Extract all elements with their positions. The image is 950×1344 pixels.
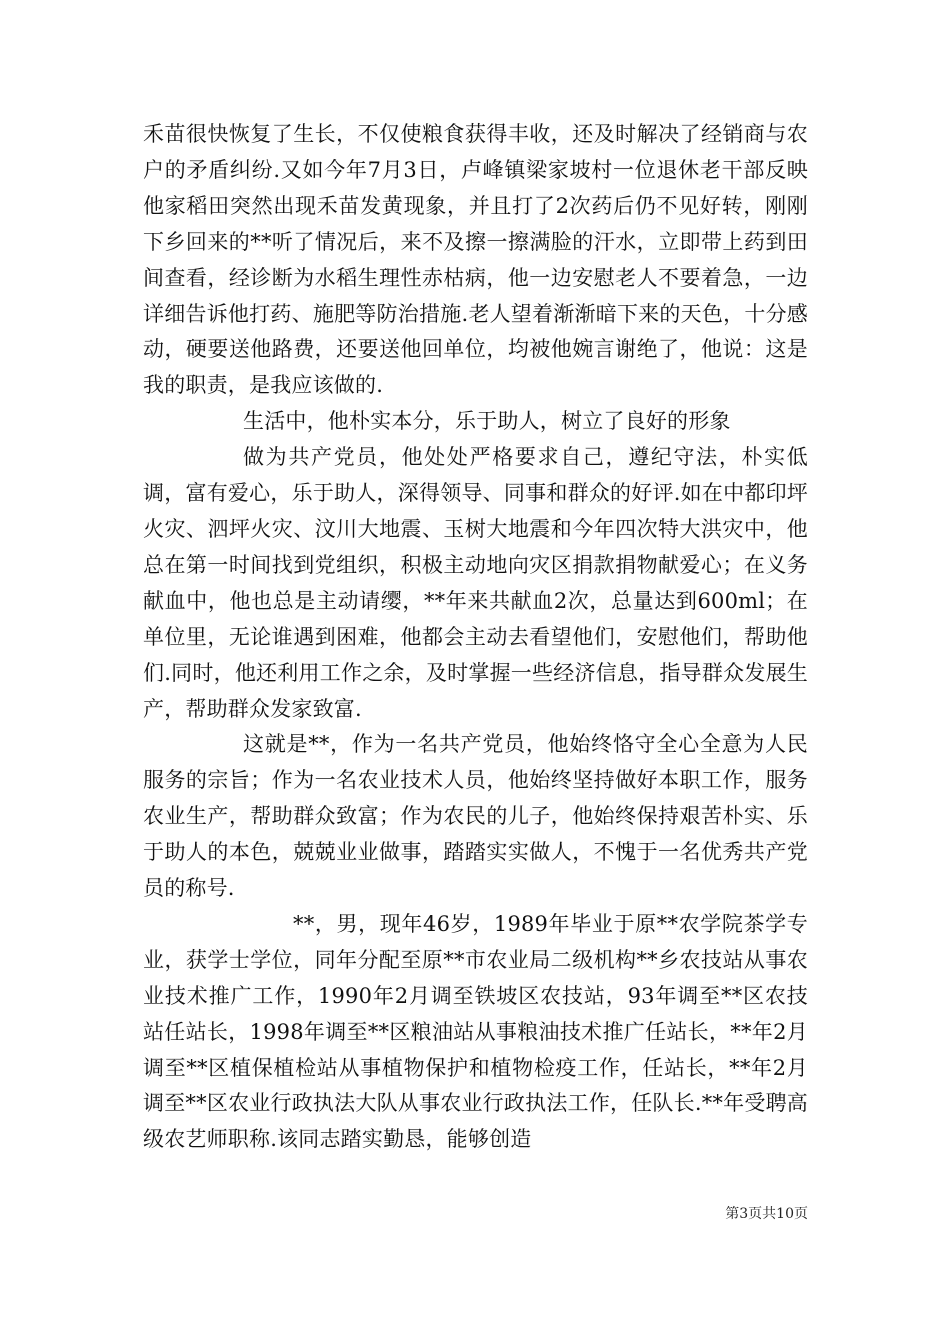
page-number-footer: 第3页共10页 xyxy=(725,1206,808,1222)
section-heading: 生活中，他朴实本分，乐于助人，树立了良好的形象 xyxy=(243,409,731,434)
paragraph-4: **，男，现年46岁，1989年毕业于原**农学院茶学专业，获学士学位，同年分配至原**市农业局二级机构**乡农技站从事农业技术推广工作，1990年2月调至铁坡区农技站，93年调至**区农技站任站长，1998年调至**区粮油站从事粮油技术推广任站长，**年2月调至**区植保植检站从事植物保护和植物检疫工作，任站长，**年2月调至**区农业行政执法大队从事农业行政执法工作，任队长.**年受聘高级农艺师职称.该同志踏实勤恳，能够创造 xyxy=(143,911,808,1152)
paragraph-3: 这就是**，作为一名共产党员，他始终恪守全心全意为人民服务的宗旨；作为一名农业技术人员，他始终坚持做好本职工作，服务农业生产，帮助群众致富；作为农民的儿子，他始终保持艰苦朴实、乐于助人的本色，兢兢业业做事，踏踏实实做人，不愧于一名优秀共产党员的称号. xyxy=(143,732,808,901)
document-body xyxy=(143,117,808,1158)
paragraph-1: 禾苗很快恢复了生长，不仅使粮食获得丰收，还及时解决了经销商与农户的矛盾纠纷.又如今年7月3日，卢峰镇梁家坡村一位退休老干部反映他家稻田突然出现禾苗发黄现象，并且打了2次药后仍不见好转，刚刚下乡回来的**听了情况后，来不及擦一擦满脸的汗水，立即带上药到田间查看，经诊断为水稻生理性赤枯病，他一边安慰老人不要着急，一边详细告诉他打药、施肥等防治措施.老人望着渐渐暗下来的天色，十分感动，硬要送他路费，还要送他回单位，均被他婉言谢绝了，他说：这是我的职责，是我应该做的. xyxy=(143,122,808,398)
paragraph-2: 做为共产党员，他处处严格要求自己，遵纪守法，朴实低调，富有爱心，乐于助人，深得领导、同事和群众的好评.如在中都印坪火灾、泗坪火灾、汶川大地震、玉树大地震和今年四次特大洪灾中，他总在第一时间找到党组织，积极主动地向灾区捐款捐物献爱心；在义务献血中，他也总是主动请缨，**年来共献血2次，总量达到600ml；在单位里，无论谁遇到困难，他都会主动去看望他们，安慰他们，帮助他们.同时，他还利用工作之余，及时掌握一些经济信息，指导群众发展生产，帮助群众发家致富. xyxy=(143,445,808,721)
